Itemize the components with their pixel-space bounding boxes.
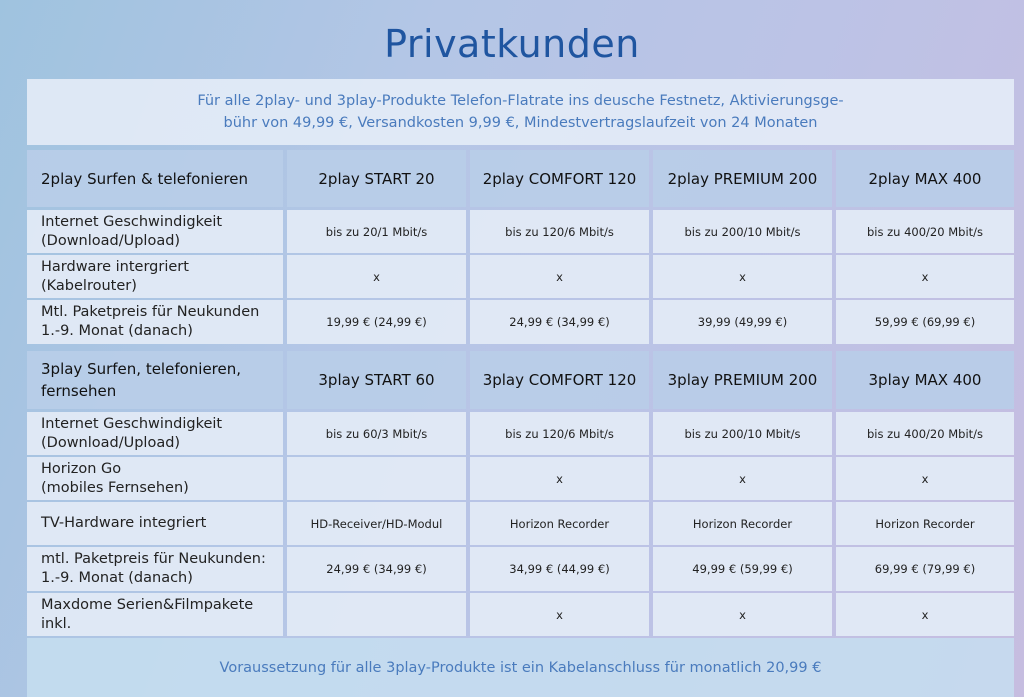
row-label-line: Horizon Go	[41, 460, 122, 477]
table-cell: HD-Receiver/HD-Modul	[287, 502, 466, 545]
intro-text	[197, 90, 843, 134]
table-cell: 24,99 € (34,99 €)	[470, 300, 649, 344]
table-cell: x	[470, 255, 649, 298]
row-label	[27, 210, 283, 253]
row-label-line: Internet Geschwindigkeit	[41, 213, 223, 230]
section3-heading-line: fernsehen	[41, 382, 117, 400]
intro-box	[27, 79, 1014, 145]
plan-header: 3play MAX 400	[836, 351, 1014, 409]
footer-note: Voraussetzung für alle 3play-Produkte ist ein Kabelanschluss für monatlich 20,99 €	[27, 638, 1014, 697]
row-label-line: TV-Hardware integriert	[41, 515, 207, 531]
table-cell	[287, 457, 466, 500]
table-cell: x	[287, 255, 466, 298]
plan-header: 3play COMFORT 120	[470, 351, 649, 409]
table-cell: Horizon Recorder	[653, 502, 832, 545]
table-cell: bis zu 120/6 Mbit/s	[470, 412, 649, 455]
table-cell: x	[836, 255, 1014, 298]
table-cell: x	[653, 457, 832, 500]
table-cell: bis zu 200/10 Mbit/s	[653, 210, 832, 253]
section2-heading: 2play Surfen & telefonieren	[27, 150, 283, 207]
page-title: Privatkunden	[384, 22, 640, 66]
table-cell: bis zu 200/10 Mbit/s	[653, 412, 832, 455]
table-cell: x	[470, 593, 649, 636]
table-cell: x	[470, 457, 649, 500]
intro-line-1: Für alle 2play- und 3play-Produkte Telefon-Flatrate ins deusche Festnetz, Aktivierungsge-	[197, 93, 844, 109]
plan-header: 3play PREMIUM 200	[653, 351, 832, 409]
section3-heading	[27, 351, 283, 409]
table-cell: bis zu 20/1 Mbit/s	[287, 210, 466, 253]
table-cell: 59,99 € (69,99 €)	[836, 300, 1014, 344]
table-cell: 24,99 € (34,99 €)	[287, 547, 466, 591]
plan-header: 2play PREMIUM 200	[653, 150, 832, 207]
table-cell: x	[836, 593, 1014, 636]
plan-header: 3play START 60	[287, 351, 466, 409]
row-label	[27, 412, 283, 455]
table-cell: 39,99 (49,99 €)	[653, 300, 832, 344]
row-label-line: Hardware intergriert	[41, 258, 189, 275]
table-cell: 69,99 € (79,99 €)	[836, 547, 1014, 591]
plan-header: 2play COMFORT 120	[470, 150, 649, 207]
row-label	[27, 502, 283, 545]
table-cell: x	[653, 593, 832, 636]
row-label-line: (Download/Upload)	[41, 434, 181, 451]
table-cell: bis zu 60/3 Mbit/s	[287, 412, 466, 455]
table-cell: bis zu 400/20 Mbit/s	[836, 412, 1014, 455]
row-label-line: 1.-9. Monat (danach)	[41, 323, 193, 339]
plan-header: 2play MAX 400	[836, 150, 1014, 207]
row-label	[27, 593, 283, 636]
row-label-line: 1.-9. Monat (danach)	[41, 570, 193, 586]
row-label-line: Maxdome Serien&Filmpakete inkl.	[41, 596, 254, 632]
row-label-line: (Download/Upload)	[41, 232, 181, 249]
table-cell: 34,99 € (44,99 €)	[470, 547, 649, 591]
table-cell: Horizon Recorder	[470, 502, 649, 545]
row-label-line: Mtl. Paketpreis für Neukunden	[41, 304, 260, 320]
row-label-line: (mobiles Fernsehen)	[41, 479, 189, 496]
section3-heading-line: 3play Surfen, telefonieren,	[41, 360, 242, 378]
table-cell: 19,99 € (24,99 €)	[287, 300, 466, 344]
table-cell: bis zu 120/6 Mbit/s	[470, 210, 649, 253]
row-label	[27, 300, 283, 344]
table-cell: bis zu 400/20 Mbit/s	[836, 210, 1014, 253]
table-cell: x	[836, 457, 1014, 500]
row-label	[27, 457, 283, 500]
row-label	[27, 255, 283, 298]
table-cell	[287, 593, 466, 636]
row-label-line: mtl. Paketpreis für Neukunden:	[41, 551, 266, 567]
row-label-line: (Kabelrouter)	[41, 277, 137, 294]
table-cell: x	[653, 255, 832, 298]
table-cell: 49,99 € (59,99 €)	[653, 547, 832, 591]
row-label-line: Internet Geschwindigkeit	[41, 415, 223, 432]
intro-line-2: bühr von 49,99 €, Versandkosten 9,99 €, Mindestvertragslaufzeit von 24 Monaten	[223, 115, 818, 131]
row-label	[27, 547, 283, 591]
table-cell: Horizon Recorder	[836, 502, 1014, 545]
plan-header: 2play START 20	[287, 150, 466, 207]
